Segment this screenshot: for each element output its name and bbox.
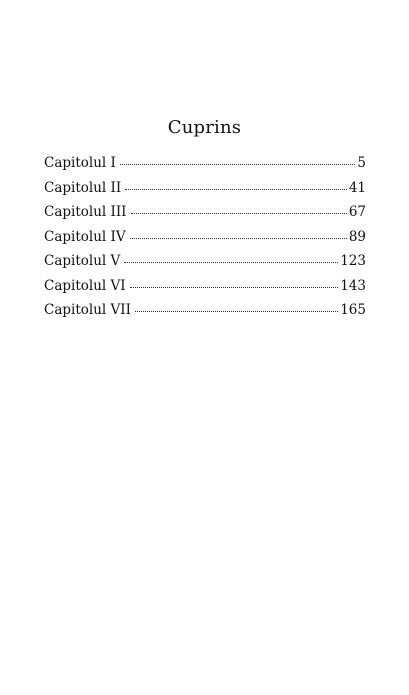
toc-entry-page: 143 bbox=[340, 277, 366, 294]
toc-entry bbox=[44, 249, 366, 274]
toc-entry-label: Capitolul V bbox=[44, 253, 121, 269]
toc-entry-label: Capitolul I bbox=[44, 155, 116, 171]
toc-entry-page: 165 bbox=[340, 302, 366, 318]
table-of-contents bbox=[44, 151, 366, 323]
toc-entry-page: 67 bbox=[348, 204, 366, 220]
toc-entry bbox=[44, 200, 366, 225]
toc-entry bbox=[44, 151, 366, 176]
toc-entry-label: Capitolul III bbox=[44, 204, 127, 220]
toc-entry-label: Capitolul VII bbox=[44, 302, 131, 318]
toc-entry-page: 89 bbox=[348, 228, 366, 245]
toc-entry bbox=[44, 176, 366, 201]
toc-dot-leader bbox=[120, 163, 356, 165]
page-title: Cuprins bbox=[167, 117, 242, 138]
toc-entry bbox=[44, 274, 366, 299]
toc-entry-page: 5 bbox=[357, 155, 366, 171]
toc-entry bbox=[44, 298, 366, 323]
toc-dot-leader bbox=[130, 286, 339, 288]
toc-entry-page: 123 bbox=[340, 253, 366, 269]
toc-entry-label: Capitolul IV bbox=[44, 228, 126, 245]
toc-dot-leader bbox=[124, 261, 338, 263]
toc-entry-page: 41 bbox=[348, 179, 366, 196]
toc-entry-label: Capitolul VI bbox=[44, 277, 126, 294]
toc-dot-leader bbox=[125, 188, 347, 190]
toc-dot-leader bbox=[131, 212, 347, 214]
toc-dot-leader bbox=[135, 310, 338, 312]
toc-dot-leader bbox=[130, 237, 347, 239]
toc-entry-label: Capitolul II bbox=[44, 179, 122, 196]
toc-entry bbox=[44, 225, 366, 250]
